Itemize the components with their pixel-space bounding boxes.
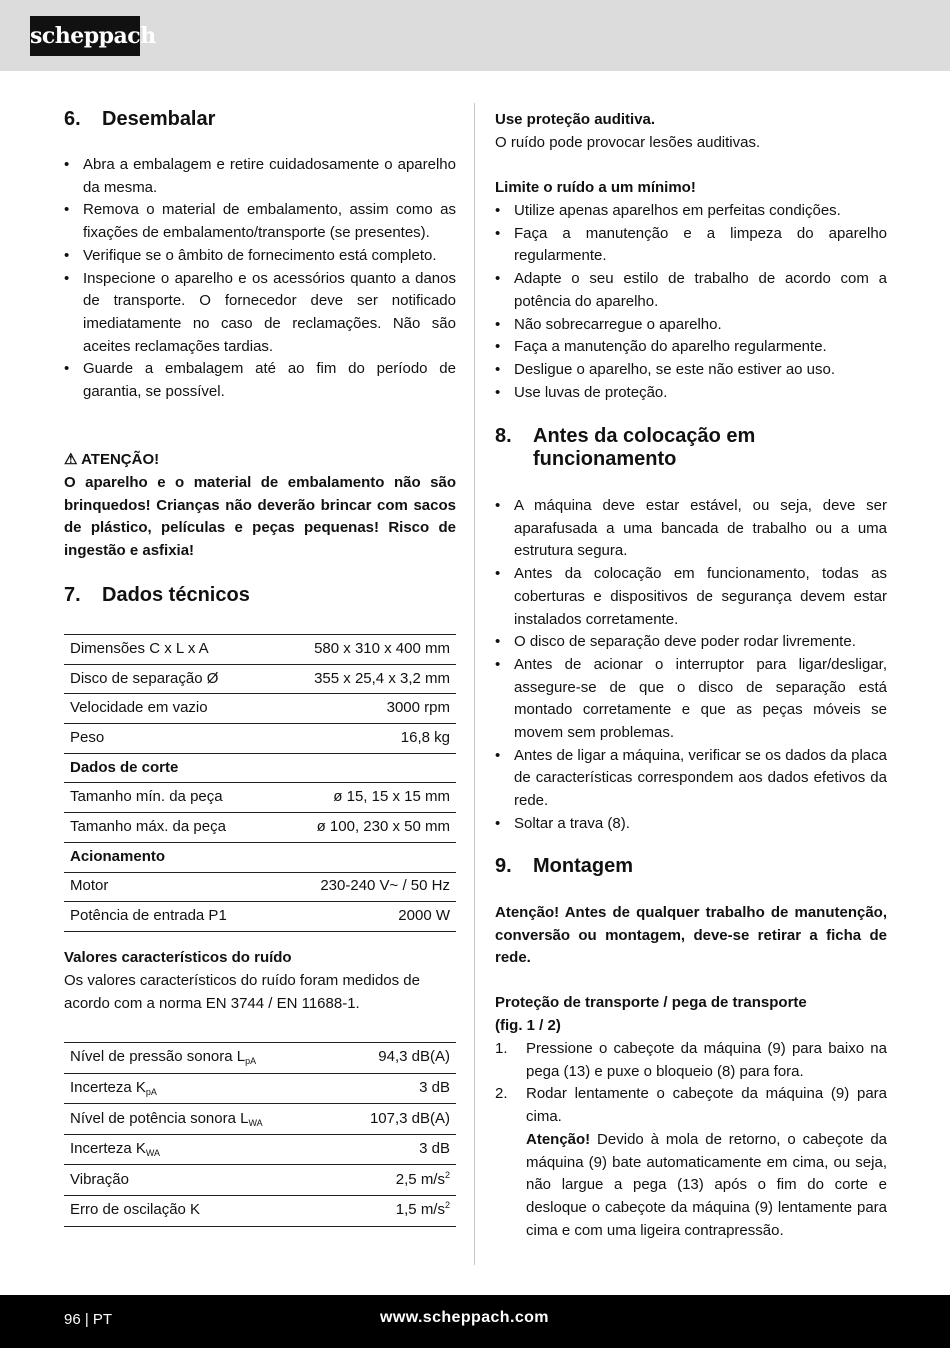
table-row — [64, 842, 456, 872]
noise-text: Os valores característicos do ruído foram medidos de acordo com a norma EN 3744 / EN 11688-1. — [64, 972, 420, 1012]
table-row — [64, 783, 456, 813]
cell-label: Tamanho mín. da peça — [64, 783, 273, 813]
ear-protection-text: O ruído pode provocar lesões auditivas. — [495, 134, 761, 151]
noise-limit-title: Limite o ruído a um mínimo! — [495, 179, 696, 196]
cell-value: ø 15, 15 x 15 mm — [273, 783, 456, 813]
cell-value: 355 x 25,4 x 3,2 mm — [273, 664, 456, 694]
ear-protection-title: Use proteção auditiva. — [495, 111, 656, 128]
list-item: • Faça a manutenção e a limpeza do aparelho regularmente. — [495, 223, 887, 268]
cell-label: Nível de pressão sonora $L_{pA}$ — [64, 1043, 334, 1074]
column-divider — [474, 103, 475, 1265]
cell-value: 107,3 dB(A) — [334, 1104, 456, 1135]
cell-value: 94,3 dB(A) — [334, 1043, 456, 1074]
table-row — [64, 1104, 456, 1135]
list-item: • Soltar a trava (8). — [495, 813, 887, 836]
list-item: • Abra a embalagem e retire cuidadosamente o aparelho da mesma. — [64, 154, 456, 199]
cell-label: Dimensões C x L x A — [64, 635, 273, 665]
cell-label: Velocidade em vazio — [64, 694, 273, 724]
noise-data-table — [64, 1042, 456, 1227]
noise-title: Valores característicos do ruído — [64, 949, 292, 966]
table-row — [64, 635, 456, 665]
list-item: • A máquina deve estar estável, ou seja, deve ser aparafusada a uma bancada de trabalho ou a uma estrutura segura. — [495, 495, 887, 563]
cell-label: Vibração — [64, 1165, 334, 1196]
cell-value: 580 x 310 x 400 mm — [273, 635, 456, 665]
cell-value: 3 dB — [334, 1134, 456, 1165]
warning-title: ⚠ ATENÇÃO! — [64, 451, 160, 468]
list-item: • Verifique se o âmbito de fornecimento está completo. — [64, 245, 456, 268]
step-item: 1. Pressione o cabeçote da máquina (9) para baixo na pega (13) e puxe o bloqueio (8) para fora. — [495, 1040, 887, 1080]
cell-value: 1,5 $m/s^2$ — [334, 1195, 456, 1226]
table-row — [64, 1043, 456, 1074]
cell-label: Incerteza $K_{WA}$ — [64, 1134, 334, 1165]
list-item: • Antes de ligar a máquina, verificar se os dados da placa de características correspondem aos dados efetivos da rede. — [495, 745, 887, 813]
list-item: • O disco de separação deve poder rodar livremente. — [495, 631, 887, 654]
table-row — [64, 1073, 456, 1104]
list-item: • Não sobrecarregue o aparelho. — [495, 314, 887, 337]
cell-value — [273, 753, 456, 783]
table-row — [64, 1165, 456, 1196]
table-row — [64, 753, 456, 783]
technical-data-table — [64, 634, 456, 932]
table-row — [64, 872, 456, 902]
cell-label: Nível de potência sonora $L_{WA}$ — [64, 1104, 334, 1135]
list-item: • Desligue o aparelho, se este não estiver ao uso. — [495, 359, 887, 382]
cell-value: 230-240 V~ / 50 Hz — [273, 872, 456, 902]
warning-text: O aparelho e o material de embalamento não são brinquedos! Crianças não deverão brincar com sacos de plástico, películas e peças pequenas! Risco de ingestão e asfixia! — [64, 474, 456, 560]
table-row — [64, 813, 456, 843]
scheppach-logo: scheppach — [30, 16, 140, 56]
page-number: 96 | PT — [64, 1311, 113, 1328]
list-item: • Guarde a embalagem até ao fim do período de garantia, se possível. — [64, 358, 456, 403]
footer-bar — [0, 1295, 950, 1348]
step-note: Atenção! Devido à mola de retorno, o cabeçote da máquina (9) bate automaticamente em cima, ou seja, não largue a pega (13) após o fim do corte e desloque o cabeçote da máquina (9) lentamente para cima e com uma ligeira contrapressão. — [526, 1130, 887, 1239]
list-item: • Utilize apenas aparelhos em perfeitas condições. — [495, 200, 887, 223]
cell-label: Tamanho máx. da peça — [64, 813, 273, 843]
list-item: • Remova o material de embalamento, assim como as fixações de embalamento/transporte (se presentes). — [64, 199, 456, 244]
cell-value: 16,8 kg — [273, 724, 456, 754]
cell-value: 2,5 $m/s^2$ — [334, 1165, 456, 1196]
assembly-warning: Atenção! Antes de qualquer trabalho de manutenção, conversão ou montagem, deve-se retirar a ficha de rede. — [495, 904, 887, 967]
warning-triangle-icon: ⚠ — [64, 451, 78, 468]
list-item: • Use luvas de proteção. — [495, 382, 887, 405]
header-bar — [0, 0, 950, 71]
table-row — [64, 902, 456, 932]
list-item: • Antes da colocação em funcionamento, todas as coberturas e dispositivos de segurança devem estar instalados corretamente. — [495, 563, 887, 631]
list-item: • Antes de acionar o interruptor para ligar/desligar, assegure-se de que o disco de separação está montado corretamente e que as peças móveis se movem sem problemas. — [495, 654, 887, 745]
cell-value: 3000 rpm — [273, 694, 456, 724]
table-row — [64, 724, 456, 754]
cell-label: Disco de separação Ø — [64, 664, 273, 694]
commissioning-list — [495, 495, 887, 836]
assembly-steps — [495, 1038, 887, 1242]
noise-limit-list — [495, 200, 887, 404]
website-link[interactable]: www.scheppach.com — [380, 1309, 549, 1326]
cell-label: Peso — [64, 724, 273, 754]
cell-label: Incerteza $K_{pA}$ — [64, 1073, 334, 1104]
cell-label: Motor — [64, 872, 273, 902]
cell-label: Erro de oscilação K — [64, 1195, 334, 1226]
table-row — [64, 664, 456, 694]
cell-value: ø 100, 230 x 50 mm — [273, 813, 456, 843]
figure-reference: (fig. 1 / 2) — [495, 1017, 561, 1034]
list-item: • Faça a manutenção do aparelho regularmente. — [495, 336, 887, 359]
step-item: 2. Rodar lentamente o cabeçote da máquina (9) para cima. Atenção! Devido à mola de retorno, o cabeçote da máquina (9) bate automaticamente em cima, ou seja, não largue a pega (13) após o fim do corte e desloque o cabeçote da máquina (9) lentamente para cima e com uma ligeira contrapressão. — [495, 1083, 887, 1242]
table-row — [64, 1134, 456, 1165]
cell-label: Dados de corte — [64, 753, 273, 783]
cell-value: 3 dB — [334, 1073, 456, 1104]
cell-value: 2000 W — [273, 902, 456, 932]
list-item: • Inspecione o aparelho e os acessórios quanto a danos de transporte. O fornecedor deve ser notificado imediatamente no caso de reclamações. Não são aceites reclamações tardias. — [64, 268, 456, 359]
table-row — [64, 694, 456, 724]
transport-subtitle: Proteção de transporte / pega de transporte — [495, 994, 807, 1011]
cell-label: Potência de entrada P1 — [64, 902, 273, 932]
cell-value — [273, 842, 456, 872]
table-row — [64, 1195, 456, 1226]
cell-label: Acionamento — [64, 842, 273, 872]
unpack-list — [64, 154, 456, 404]
list-item: • Adapte o seu estilo de trabalho de acordo com a potência do aparelho. — [495, 268, 887, 313]
